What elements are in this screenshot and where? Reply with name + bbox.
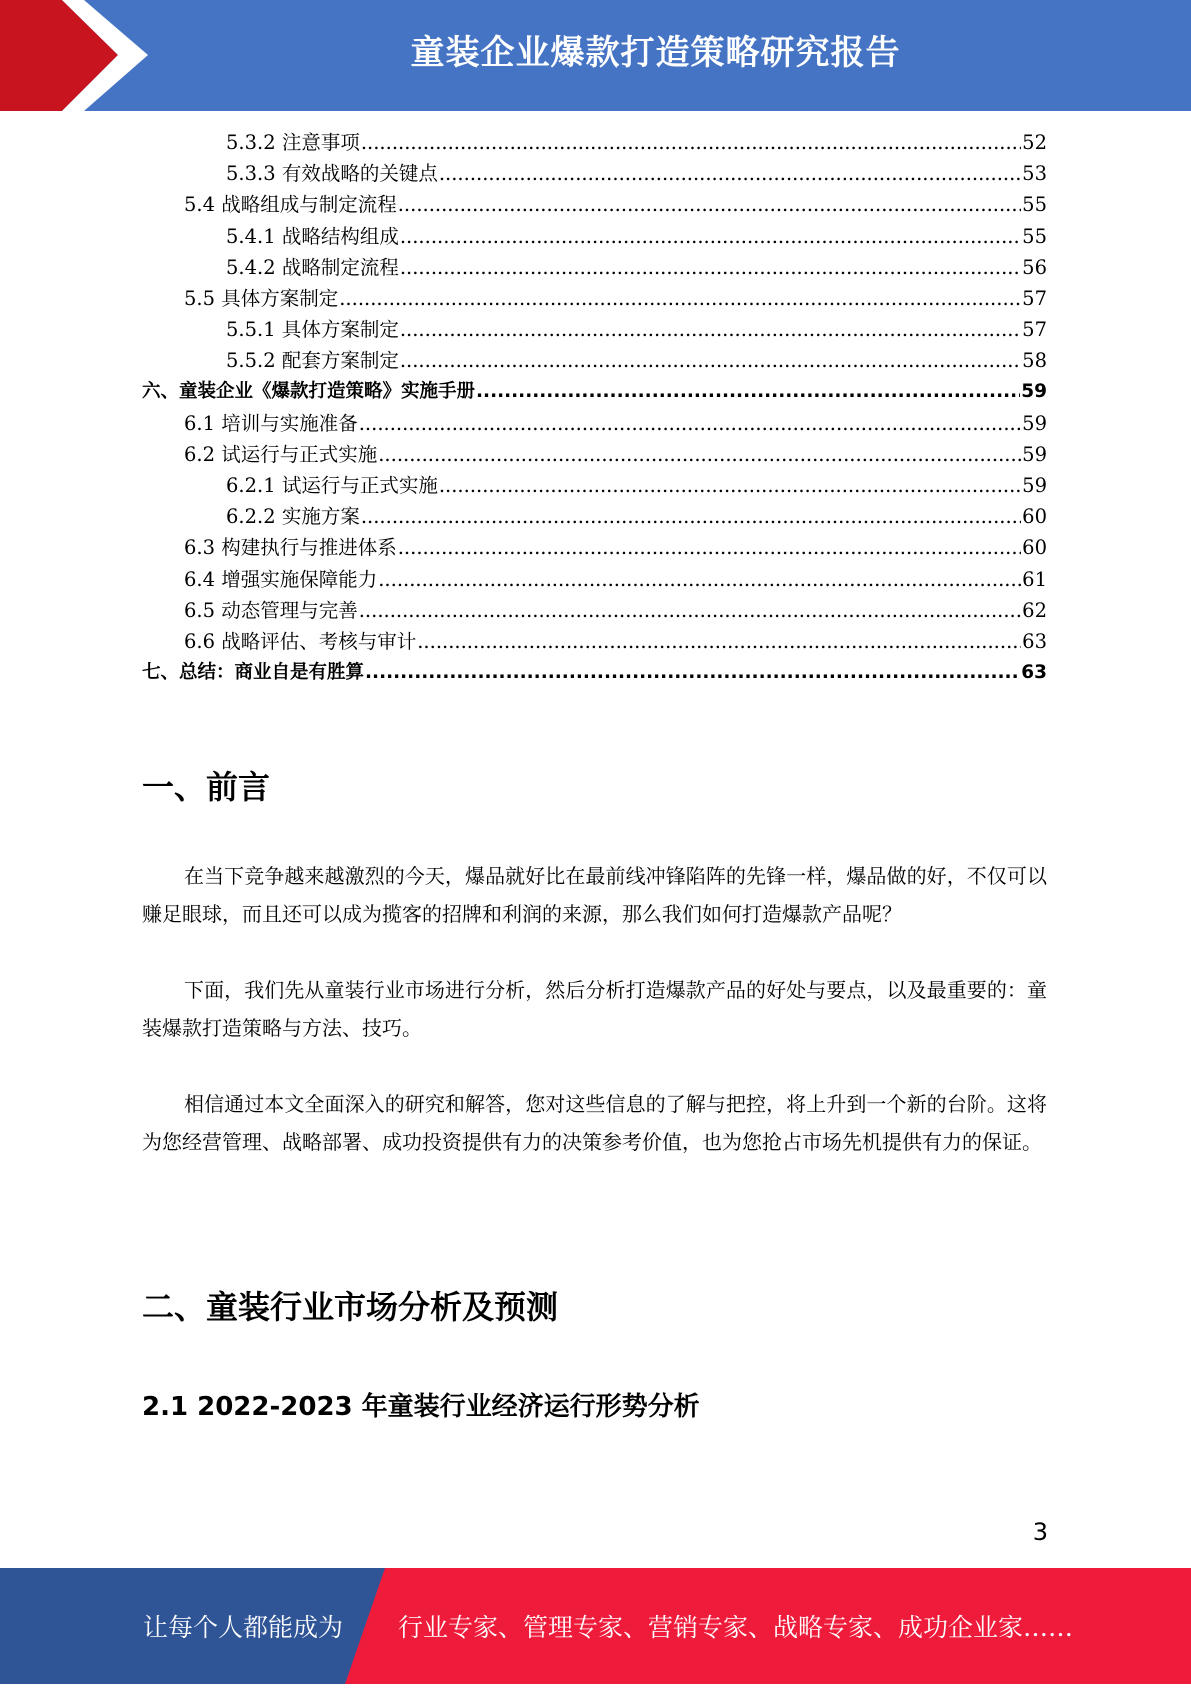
toc-entry[interactable]	[142, 501, 1047, 532]
toc-dot-leader	[476, 376, 1020, 407]
toc-entry-page: 55	[1022, 224, 1047, 248]
section-2-heading: 二、童装行业市场分析及预测	[142, 1288, 559, 1326]
toc-entry-label: 6.2.2 实施方案	[226, 505, 360, 529]
report-title: 童装企业爆款打造策略研究报告	[410, 33, 901, 73]
toc-entry-page: 56	[1022, 255, 1047, 279]
toc-dot-leader	[359, 408, 1021, 439]
toc-entry[interactable]	[142, 314, 1047, 345]
toc-dot-leader	[439, 158, 1021, 189]
toc-entry[interactable]	[142, 189, 1047, 220]
toc-entry-label: 5.4.2 战略制定流程	[226, 255, 399, 279]
section-1-paragraph-3: 相信通过本文全面深入的研究和解答，您对这些信息的了解与把控，将上升到一个新的台阶。这将为您经营管理、战略部署、成功投资提供有力的决策参考价值，也为您抢占市场先机提供有力的保证。	[142, 1092, 1047, 1154]
toc-entry[interactable]	[142, 470, 1047, 501]
page-footer	[0, 1568, 1191, 1684]
toc-entry-label: 六、童装企业《爆款打造策略》实施手册	[142, 381, 476, 403]
toc-entry-label: 6.1 培训与实施准备	[184, 411, 358, 435]
toc-dot-leader	[398, 532, 1021, 563]
toc-entry-page: 57	[1022, 286, 1047, 310]
toc-entry[interactable]	[142, 377, 1047, 408]
toc-entry[interactable]	[142, 345, 1047, 376]
toc-entry-page: 59	[1021, 381, 1047, 403]
toc-entry-label: 6.4 增强实施保障能力	[184, 567, 378, 591]
footer-slogan-left: 让每个人都能成为	[143, 1613, 344, 1642]
table-of-contents	[142, 127, 1047, 688]
toc-entry-page: 53	[1022, 162, 1047, 186]
toc-entry-label: 5.4.1 战略结构组成	[226, 224, 399, 248]
toc-dot-leader	[339, 283, 1021, 314]
toc-dot-leader	[439, 470, 1021, 501]
toc-entry-page: 55	[1022, 193, 1047, 217]
toc-entry-label: 5.3.2 注意事项	[226, 130, 360, 154]
toc-entry-label: 6.2 试运行与正式实施	[184, 442, 378, 466]
toc-entry-label: 七、总结：商业自是有胜算	[142, 662, 365, 684]
section-1-heading: 一、前言	[142, 768, 271, 806]
toc-entry[interactable]	[142, 252, 1047, 283]
section-1-paragraph-1: 在当下竞争越来越激烈的今天，爆品就好比在最前线冲锋陷阵的先锋一样，爆品做的好，不仅可以赚足眼球，而且还可以成为揽客的招牌和利润的来源，那么我们如何打造爆款产品呢？	[142, 864, 1047, 926]
toc-dot-leader	[365, 657, 1020, 688]
footer-slogan-right: 行业专家、管理专家、营销专家、战略专家、成功企业家……	[398, 1613, 1074, 1642]
toc-entry-page: 52	[1022, 130, 1047, 154]
toc-entry[interactable]	[142, 158, 1047, 189]
toc-entry-label: 6.5 动态管理与完善	[184, 598, 358, 622]
toc-entry[interactable]	[142, 408, 1047, 439]
page-header	[0, 0, 1191, 111]
toc-entry[interactable]	[142, 439, 1047, 470]
toc-entry-page: 61	[1022, 567, 1047, 591]
toc-entry-label: 5.4 战略组成与制定流程	[184, 193, 397, 217]
toc-dot-leader	[400, 252, 1021, 283]
toc-entry[interactable]	[142, 221, 1047, 252]
toc-entry[interactable]	[142, 532, 1047, 563]
toc-entry-page: 59	[1022, 474, 1047, 498]
toc-entry-page: 60	[1022, 536, 1047, 560]
toc-entry-page: 62	[1022, 598, 1047, 622]
toc-entry-label: 6.6 战略评估、考核与审计	[184, 629, 417, 653]
toc-dot-leader	[417, 626, 1021, 657]
toc-entry[interactable]	[142, 657, 1047, 688]
toc-entry-label: 5.5 具体方案制定	[184, 286, 339, 310]
toc-dot-leader	[400, 221, 1021, 252]
toc-dot-leader	[361, 501, 1021, 532]
section-2-1-heading: 2.1 2022-2023 年童装行业经济运行形势分析	[142, 1392, 700, 1422]
toc-entry-label: 5.3.3 有效战略的关键点	[226, 162, 438, 186]
toc-entry[interactable]	[142, 626, 1047, 657]
toc-entry-page: 57	[1022, 318, 1047, 342]
toc-dot-leader	[378, 564, 1021, 595]
toc-entry-page: 58	[1022, 349, 1047, 373]
toc-entry-page: 63	[1021, 662, 1047, 684]
toc-entry[interactable]	[142, 127, 1047, 158]
toc-entry-label: 6.2.1 试运行与正式实施	[226, 474, 438, 498]
section-1-paragraph-2: 下面，我们先从童装行业市场进行分析，然后分析打造爆款产品的好处与要点，以及最重要的：童装爆款打造策略与方法、技巧。	[142, 978, 1047, 1040]
toc-entry[interactable]	[142, 595, 1047, 626]
toc-entry-page: 59	[1022, 442, 1047, 466]
toc-entry-label: 5.5.2 配套方案制定	[226, 349, 399, 373]
toc-entry-label: 6.3 构建执行与推进体系	[184, 536, 397, 560]
toc-entry[interactable]	[142, 564, 1047, 595]
toc-entry-page: 60	[1022, 505, 1047, 529]
toc-dot-leader	[400, 345, 1021, 376]
toc-entry-page: 59	[1022, 411, 1047, 435]
toc-dot-leader	[378, 439, 1021, 470]
toc-dot-leader	[400, 314, 1021, 345]
toc-entry-page: 63	[1022, 629, 1047, 653]
header-arrow-decoration	[0, 0, 160, 111]
toc-dot-leader	[398, 189, 1021, 220]
toc-entry[interactable]	[142, 283, 1047, 314]
toc-dot-leader	[361, 127, 1021, 158]
toc-dot-leader	[359, 595, 1021, 626]
toc-entry-label: 5.5.1 具体方案制定	[226, 318, 399, 342]
page-number: 3	[1032, 1518, 1048, 1546]
